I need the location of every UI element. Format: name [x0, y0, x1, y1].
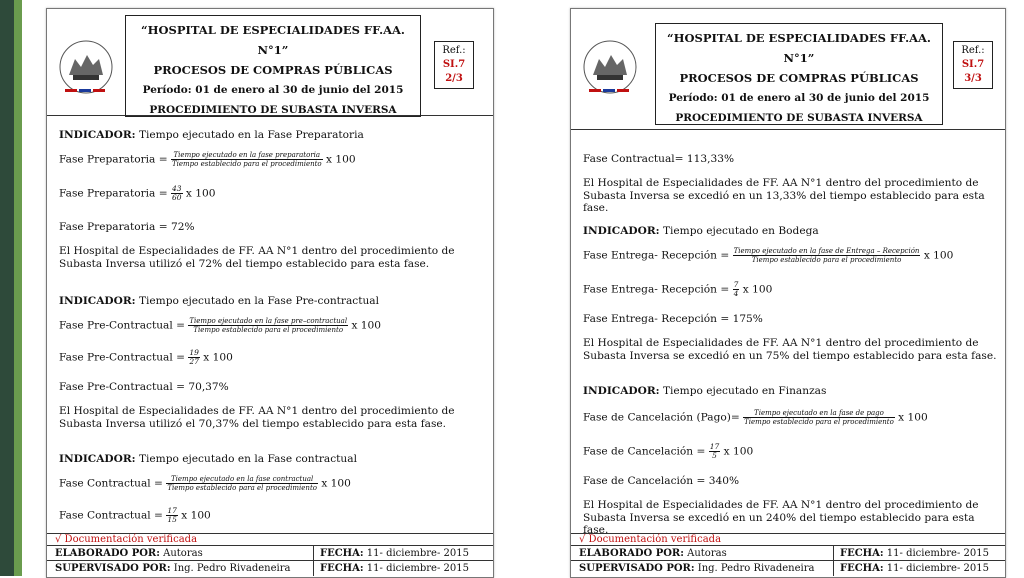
fraction-denominator: Tiempo establecido para el procedimiento	[751, 256, 902, 264]
fraction-numerator: Tiempo ejecutado en la fase preparatoria	[171, 151, 323, 160]
fraction-denominator: Tiempo establecido para el procedimiento	[167, 484, 317, 492]
date-label: FECHA:	[840, 563, 884, 574]
result-line: Fase Preparatoria = 72%	[59, 221, 195, 233]
result-line: Fase Pre-Contractual = 70,37%	[59, 381, 229, 393]
calc-line	[583, 443, 753, 460]
supervised-row	[47, 560, 493, 576]
fraction-denominator: 4	[733, 289, 739, 298]
fraction-numerator: 17	[167, 506, 177, 515]
times-100: x 100	[723, 445, 754, 458]
fraction-numerator: 7	[733, 280, 739, 289]
formula-fraction	[188, 317, 348, 334]
formula-line	[59, 475, 351, 492]
period-text: Período: 01 de enero al 30 de junio del 2015	[668, 92, 930, 104]
indicator-line	[59, 295, 379, 307]
reference-box	[953, 41, 993, 89]
date-value: 11- diciembre- 2015	[366, 548, 469, 559]
document-page-2	[570, 8, 1006, 578]
times-100: x 100	[326, 153, 356, 166]
formula-name: Fase Entrega- Recepción =	[583, 249, 730, 262]
formula-name: Fase de Cancelación (Pago)=	[583, 411, 740, 424]
times-100: x 100	[321, 477, 351, 490]
indicator-line	[583, 385, 826, 397]
page-header	[571, 9, 1005, 130]
ref-page: 2/3	[445, 73, 463, 84]
indicator-text: Tiempo ejecutado en la Fase contractual	[138, 453, 357, 465]
period-text: Período: 01 de enero al 30 de junio del 2015	[142, 84, 404, 96]
times-100: x 100	[185, 187, 216, 200]
formula-name: Fase Contractual =	[59, 477, 163, 490]
conclusion-paragraph: El Hospital de Especialidades de FF. AA N°1 dentro del procedimiento de Subasta Inversa utilizó el 72% del tiempo establecido para esta fase.	[59, 245, 455, 270]
formula-fraction	[166, 475, 318, 492]
date-label: FECHA:	[840, 548, 884, 559]
indicator-label: INDICADOR:	[583, 385, 660, 397]
indicator-line	[59, 129, 364, 141]
supervised-row	[571, 560, 1005, 576]
elaborated-value: Autoras	[687, 548, 727, 559]
formula-fraction	[171, 151, 323, 168]
formula-fraction	[743, 409, 895, 426]
fraction-numerator: 43	[171, 184, 182, 193]
supervised-value: Ing. Pedro Rivadeneira	[173, 563, 291, 574]
result-line: Fase Contractual= 113,33%	[583, 153, 735, 165]
procedure-title: PROCEDIMIENTO DE SUBASTA INVERSA	[675, 112, 923, 124]
indicator-line	[583, 225, 819, 237]
elaborated-row	[47, 545, 493, 561]
fraction-denominator: Tiempo establecido para el procedimiento	[744, 418, 894, 426]
date-label: FECHA:	[320, 548, 364, 559]
hospital-logo-icon	[55, 37, 117, 99]
reference-box	[434, 41, 474, 89]
date-value: 11- diciembre- 2015	[366, 563, 469, 574]
times-100: x 100	[203, 351, 233, 364]
supervised-value: Ing. Pedro Rivadeneira	[697, 563, 815, 574]
slide-accent-bar-dark	[0, 0, 14, 576]
calc-name: Fase de Cancelación =	[583, 445, 706, 458]
fraction-numerator: Tiempo ejecutado en la fase de Entrega – Recepción	[733, 247, 920, 255]
indicator-label: INDICADOR:	[59, 129, 136, 141]
result-line: Fase de Cancelación = 340%	[583, 475, 740, 487]
calc-line	[59, 507, 211, 524]
formula-name: Fase Preparatoria =	[59, 153, 168, 166]
fraction-numerator: 17	[709, 442, 720, 451]
calc-name: Fase Preparatoria =	[59, 187, 168, 200]
indicator-text: Tiempo ejecutado en Finanzas	[662, 385, 827, 397]
indicator-line	[59, 453, 357, 465]
indicator-label: INDICADOR:	[59, 453, 136, 465]
indicator-text: Tiempo ejecutado en la Fase Pre-contractual	[138, 295, 379, 307]
ref-label: Ref.:	[442, 45, 466, 56]
calc-fraction	[188, 349, 200, 366]
date-value: 11- diciembre- 2015	[886, 548, 989, 559]
slide-accent-bar-green	[14, 0, 22, 576]
times-100: x 100	[181, 509, 211, 522]
fraction-denominator: 15	[167, 515, 177, 524]
calc-name: Fase Pre-Contractual =	[59, 351, 185, 364]
formula-line	[59, 317, 381, 334]
times-100: x 100	[351, 319, 382, 332]
formula-fraction	[733, 247, 921, 264]
indicator-label: INDICADOR:	[59, 295, 136, 307]
times-100: x 100	[923, 249, 954, 262]
times-100: x 100	[898, 411, 928, 424]
calc-fraction	[733, 281, 740, 298]
elaborated-label: ELABORADO POR:	[579, 548, 684, 559]
verified-note: √ Documentación verificada	[571, 533, 1005, 546]
indicator-text: Tiempo ejecutado en la Fase Preparatoria	[138, 129, 364, 141]
calc-name: Fase Entrega- Recepción =	[583, 283, 730, 296]
title-box	[655, 23, 943, 125]
supervised-label: SUPERVISADO POR:	[55, 563, 171, 574]
fraction-denominator: Tiempo establecido para el procedimiento	[193, 326, 344, 334]
conclusion-paragraph: El Hospital de Especialidades de FF. AA N°1 dentro del procedimiento de Subasta Inversa se excedió en un 75% del tiempo establecido para esta fase.	[583, 337, 997, 362]
supervised-label: SUPERVISADO POR:	[579, 563, 695, 574]
process-title: PROCESOS DE COMPRAS PÚBLICAS	[153, 63, 393, 77]
date-label: FECHA:	[320, 563, 364, 574]
ref-code: SI.7	[442, 59, 466, 70]
fraction-numerator: 19	[189, 348, 199, 357]
formula-name: Fase Pre-Contractual =	[59, 319, 185, 332]
document-page-1	[46, 8, 494, 578]
fraction-numerator: Tiempo ejecutado en la fase pre–contractual	[189, 317, 348, 325]
elaborated-row	[571, 545, 1005, 561]
conclusion-paragraph: El Hospital de Especialidades de FF. AA N°1 dentro del procedimiento de Subasta Inversa se excedió en un 13,33% del tiempo establecido para esta fase.	[583, 177, 985, 214]
ref-page: 3/3	[964, 73, 982, 84]
procedure-title: PROCEDIMIENTO DE SUBASTA INVERSA	[149, 104, 397, 116]
fraction-denominator: 27	[189, 357, 199, 366]
ref-label: Ref.:	[961, 45, 985, 56]
calc-fraction	[709, 443, 721, 460]
conclusion-paragraph: El Hospital de Especialidades de FF. AA N°1 dentro del procedimiento de Subasta Inversa se excedió en un 240% del tiempo establecido para esta fase.	[583, 499, 979, 536]
formula-line	[583, 247, 953, 264]
formula-line	[583, 409, 928, 426]
formula-line	[59, 151, 356, 168]
ref-code: SI.7	[961, 59, 985, 70]
process-title: PROCESOS DE COMPRAS PÚBLICAS	[679, 71, 919, 85]
page-header	[47, 9, 493, 116]
indicator-label: INDICADOR:	[583, 225, 660, 237]
date-value: 11- diciembre- 2015	[886, 563, 989, 574]
elaborated-value: Autoras	[163, 548, 203, 559]
fraction-denominator: 5	[712, 451, 717, 460]
verified-note: √ Documentación verificada	[47, 533, 493, 546]
fraction-denominator: Tiempo establecido para el procedimiento	[171, 160, 322, 168]
calc-name: Fase Contractual =	[59, 509, 163, 522]
title-box	[125, 15, 421, 117]
calc-line	[59, 185, 215, 202]
elaborated-label: ELABORADO POR:	[55, 548, 160, 559]
calc-line	[583, 281, 772, 298]
calc-line	[59, 349, 233, 366]
times-100: x 100	[742, 283, 773, 296]
hospital-name: “HOSPITAL DE ESPECIALIDADES FF.AA. N°1”	[667, 31, 931, 65]
fraction-denominator: 60	[171, 193, 182, 202]
hospital-logo-icon	[579, 37, 641, 99]
hospital-name: “HOSPITAL DE ESPECIALIDADES FF.AA. N°1”	[141, 23, 405, 57]
fraction-numerator: Tiempo ejecutado en la fase contractual	[166, 475, 318, 484]
indicator-text: Tiempo ejecutado en Bodega	[662, 225, 819, 237]
conclusion-paragraph: El Hospital de Especialidades de FF. AA N°1 dentro del procedimiento de Subasta Inversa utilizó el 70,37% del tiempo establecido para esta fase.	[59, 405, 455, 430]
calc-fraction	[171, 185, 183, 202]
result-line: Fase Entrega- Recepción = 175%	[583, 313, 763, 325]
calc-fraction	[166, 507, 178, 524]
fraction-numerator: Tiempo ejecutado en la fase de pago	[743, 409, 895, 418]
